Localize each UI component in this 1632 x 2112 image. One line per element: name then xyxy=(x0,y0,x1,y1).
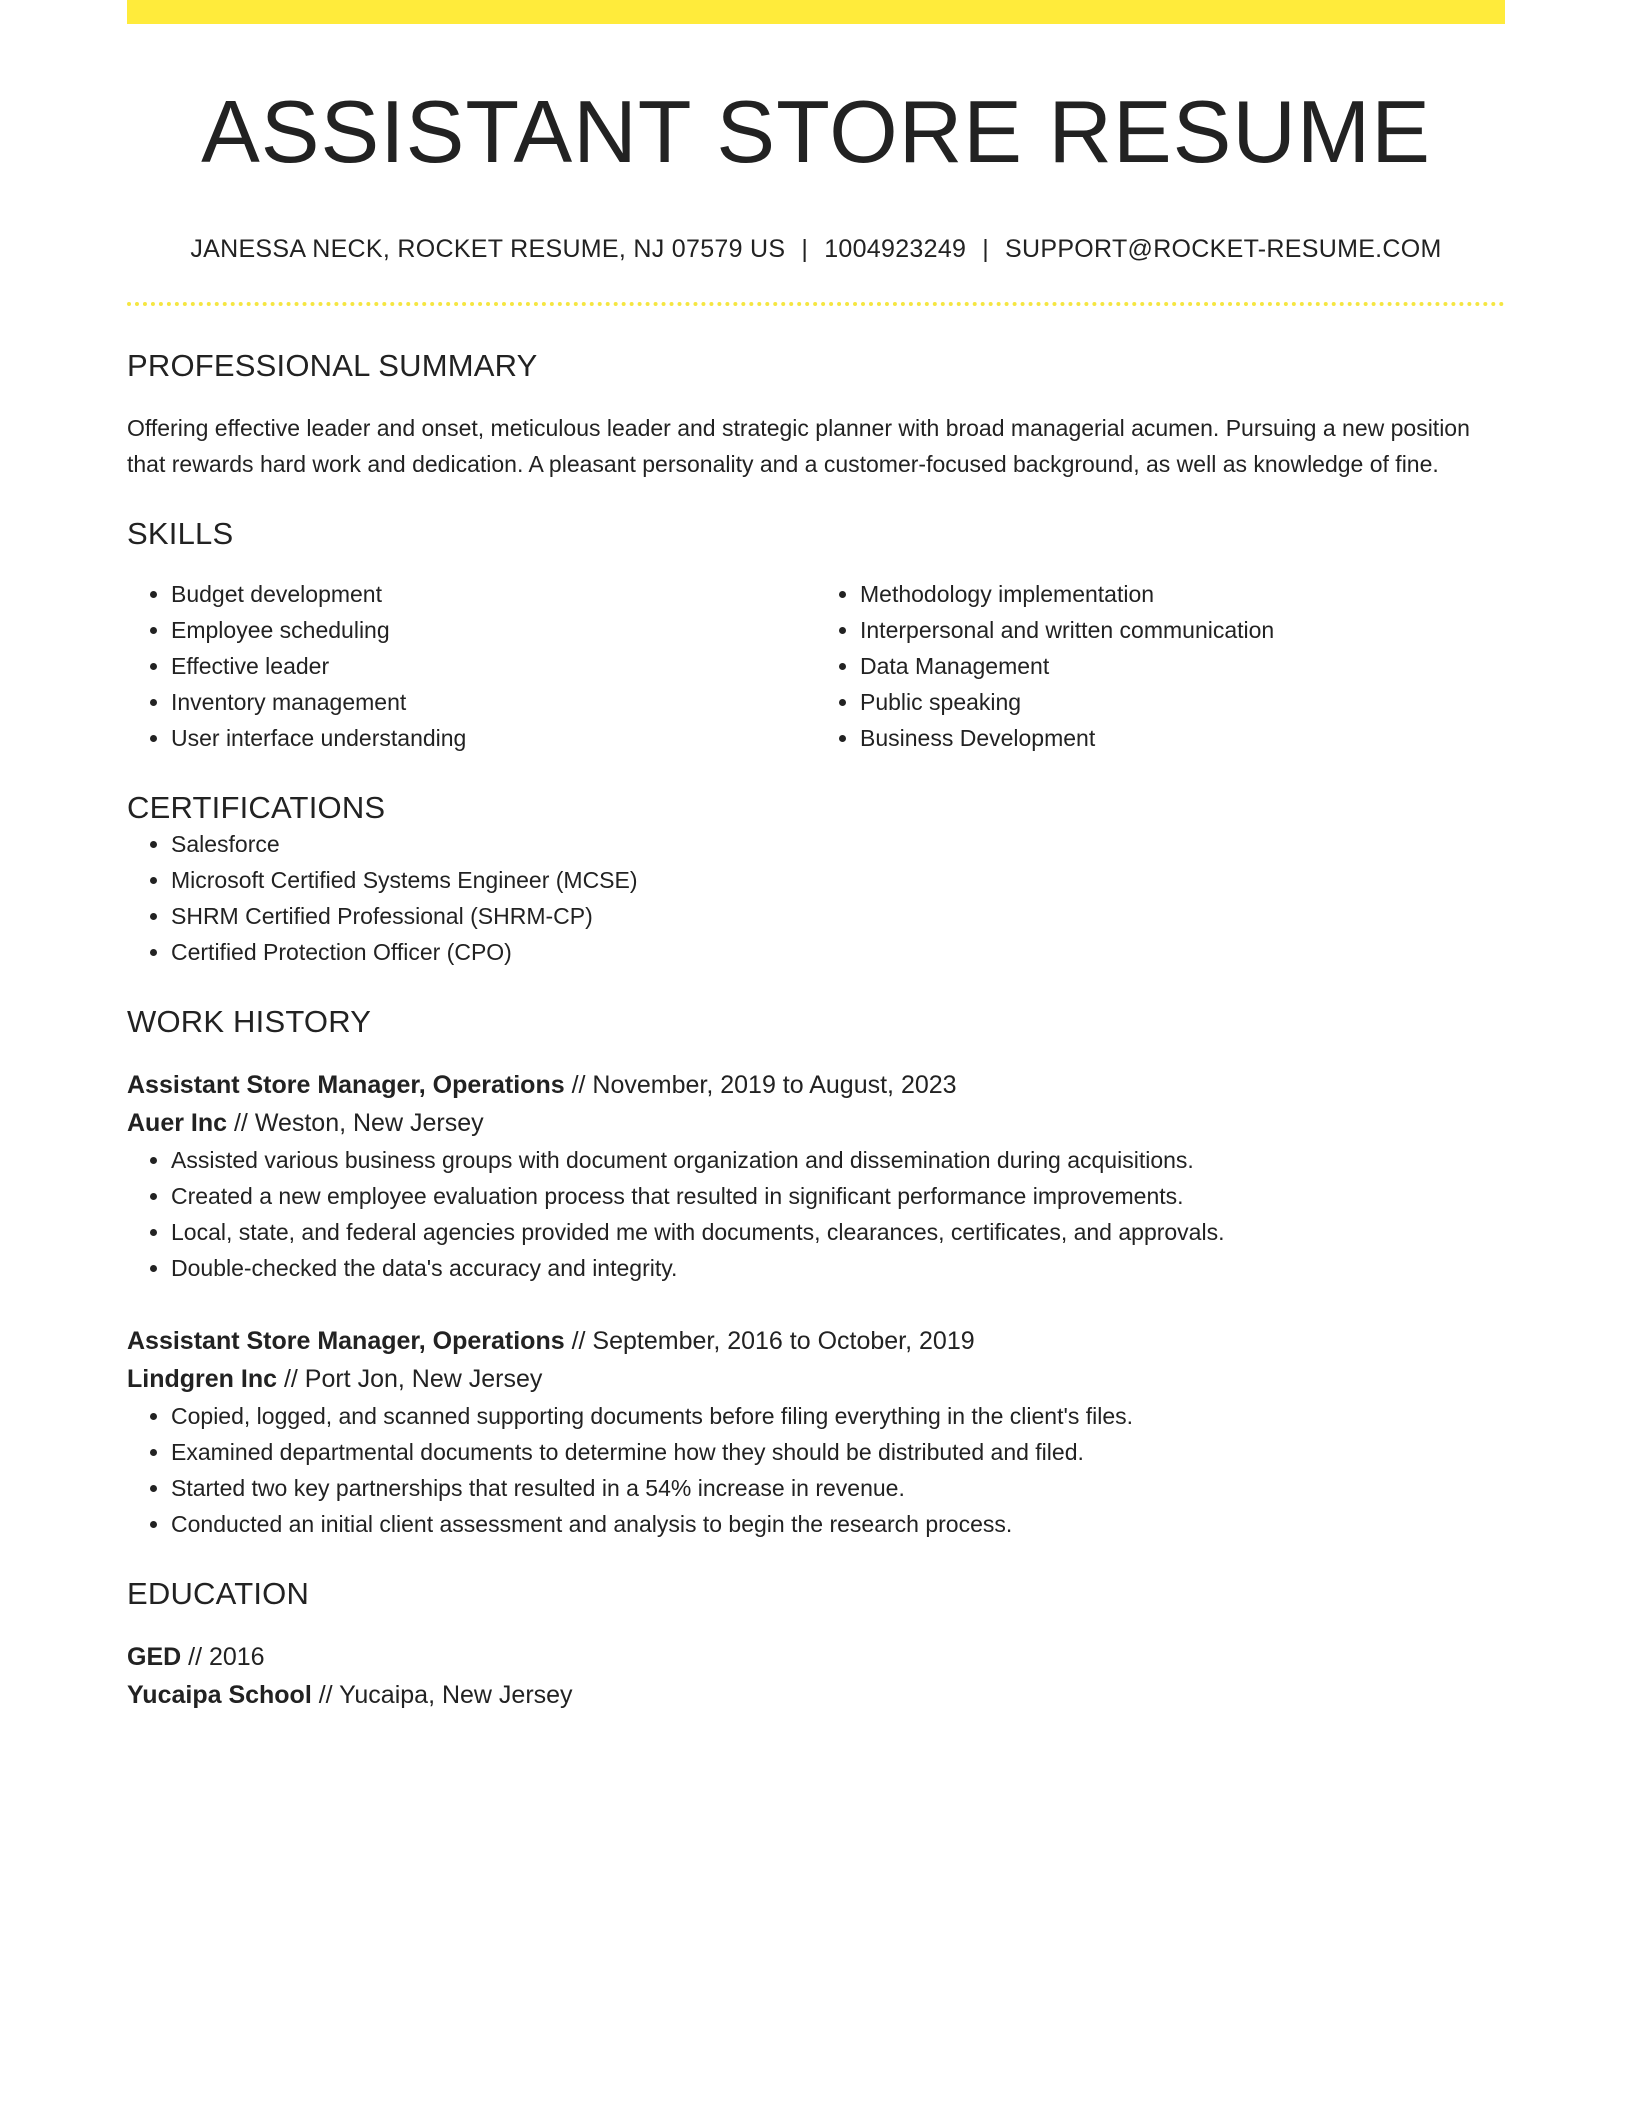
job-bullet: • Started two key partnerships that resulted in a 54% increase in revenue. xyxy=(171,1470,1505,1506)
skills-grid xyxy=(127,576,1505,756)
section-heading-skills: SKILLS xyxy=(127,515,234,551)
education-location: // Yucaipa, New Jersey xyxy=(311,1680,573,1709)
contact-separator: | xyxy=(982,234,990,263)
skill-item: • Effective leader xyxy=(171,648,816,684)
skill-item: • Data Management xyxy=(860,648,1505,684)
job-location: // Weston, New Jersey xyxy=(227,1108,484,1137)
education-year: // 2016 xyxy=(181,1642,265,1671)
certification-item: • Salesforce xyxy=(171,826,1505,862)
resume-page xyxy=(127,0,1505,1714)
certification-item: • SHRM Certified Professional (SHRM-CP) xyxy=(171,898,1505,934)
job-company-line xyxy=(127,1104,1505,1142)
skill-item: • Interpersonal and written communication xyxy=(860,612,1505,648)
job-bullet: • Local, state, and federal agencies provided me with documents, clearances, certificates, and approvals. xyxy=(171,1214,1505,1250)
section-heading-summary: PROFESSIONAL SUMMARY xyxy=(127,347,538,383)
education-school: Yucaipa School xyxy=(127,1680,312,1709)
education-degree-line xyxy=(127,1638,1505,1676)
job-dates: // September, 2016 to October, 2019 xyxy=(564,1326,975,1355)
skill-item: • Inventory management xyxy=(171,684,816,720)
section-heading-education: EDUCATION xyxy=(127,1575,310,1611)
job-company: Lindgren Inc xyxy=(127,1364,277,1393)
education-degree: GED xyxy=(127,1642,182,1671)
skill-item: • Public speaking xyxy=(860,684,1505,720)
certification-item: • Microsoft Certified Systems Engineer (MCSE) xyxy=(171,862,1505,898)
skill-item: • Business Development xyxy=(860,720,1505,756)
dotted-divider xyxy=(127,302,1505,306)
section-heading-certifications: CERTIFICATIONS xyxy=(127,789,386,825)
skill-item: • Employee scheduling xyxy=(171,612,816,648)
certification-item: • Certified Protection Officer (CPO) xyxy=(171,934,1505,970)
education-entry xyxy=(127,1638,1505,1714)
job-title: Assistant Store Manager, Operations xyxy=(127,1070,565,1099)
job-bullet: • Created a new employee evaluation process that resulted in significant performance improvements. xyxy=(171,1178,1505,1214)
contact-separator: | xyxy=(801,234,809,263)
job-company-line xyxy=(127,1360,1505,1398)
job-entry xyxy=(127,1066,1505,1286)
job-location: // Port Jon, New Jersey xyxy=(277,1364,543,1393)
section-heading-work-history: WORK HISTORY xyxy=(127,1003,372,1039)
job-bullets xyxy=(127,1142,1505,1286)
job-company: Auer Inc xyxy=(127,1108,228,1137)
contact-phone: 1004923249 xyxy=(824,234,967,263)
job-entry xyxy=(127,1322,1505,1542)
skills-list-left xyxy=(127,576,816,756)
job-bullet: • Double-checked the data's accuracy and integrity. xyxy=(171,1250,1505,1286)
job-bullets xyxy=(127,1398,1505,1542)
job-bullet: • Conducted an initial client assessment and analysis to begin the research process. xyxy=(171,1506,1505,1542)
contact-line xyxy=(127,235,1505,264)
job-title: Assistant Store Manager, Operations xyxy=(127,1326,565,1355)
contact-address: JANESSA NECK, ROCKET RESUME, NJ 07579 US xyxy=(190,234,786,263)
job-bullet: • Examined departmental documents to determine how they should be distributed and filed. xyxy=(171,1434,1505,1470)
job-title-line xyxy=(127,1066,1505,1104)
job-dates: // November, 2019 to August, 2023 xyxy=(564,1070,957,1099)
contact-email: SUPPORT@ROCKET-RESUME.COM xyxy=(1005,234,1442,263)
skill-item: • Methodology implementation xyxy=(860,576,1505,612)
summary-text: Offering effective leader and onset, meticulous leader and strategic planner with broad managerial acumen. Pursuing a new position that rewards hard work and dedication. A pleasant personality and a customer-focused background, as well as knowledge of fine. xyxy=(127,414,1470,477)
skills-list-right xyxy=(816,576,1505,756)
job-bullet: • Copied, logged, and scanned supporting documents before filing everything in the client's files. xyxy=(171,1398,1505,1434)
skill-item: • Budget development xyxy=(171,576,816,612)
accent-top-bar xyxy=(127,0,1505,24)
job-title-line xyxy=(127,1322,1505,1360)
certifications-list xyxy=(127,826,1505,970)
job-bullet: • Assisted various business groups with document organization and dissemination during acquisitions. xyxy=(171,1142,1505,1178)
resume-title: ASSISTANT STORE RESUME xyxy=(201,82,1431,181)
skill-item: • User interface understanding xyxy=(171,720,816,756)
education-school-line xyxy=(127,1676,1505,1714)
